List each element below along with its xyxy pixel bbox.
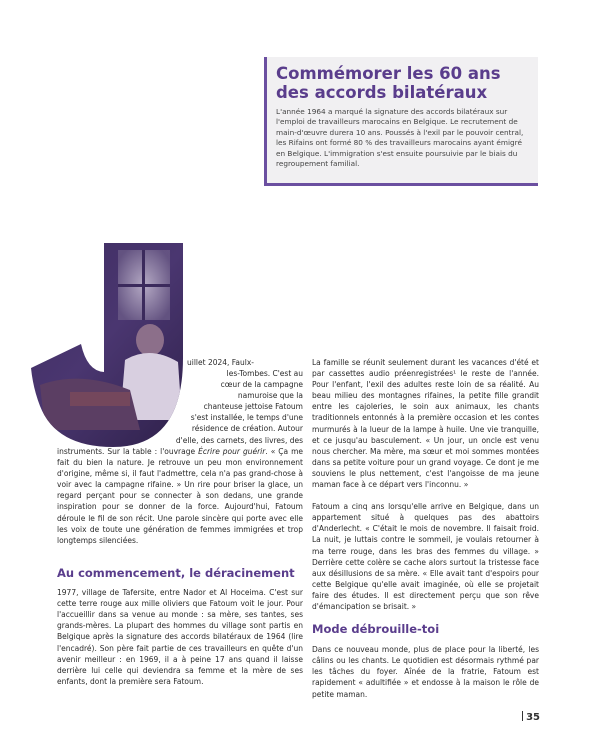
intro-line: namuroise que la <box>237 391 303 401</box>
box-title-line2: des accords bilatéraux <box>276 83 488 102</box>
intro-text: instruments. Sur la table : l'ouvrage <box>57 447 199 456</box>
book-title: Écrire pour guérir <box>198 447 266 456</box>
right-paragraph-2: Fatoum a cinq ans lorsqu'elle arrive en Belgique, dans un appartement situé à quelques pas des abattoirs d'Anderlecht. « C'était le mois de novembre. Il faisait froid. La nuit, je luttais contre le sommeil, je voulais retourner à ma terre rouge, dans les bras des femmes du village. » Derrière cette colère se cache alors surtout la tristesse face aux désillusions de sa mère. « Elle avait tant d'espoirs pour cette Belgique qu'elle avait imaginée, où elle se projetait faire des études. Il est directement perçu que son rêve d'émancipation se brisait. » <box>312 502 539 611</box>
intro-line: cœur de la campagne <box>220 380 303 390</box>
intro-line: les-Tombes. C'est au <box>226 369 303 378</box>
intro-wrap-wide <box>140 435 303 446</box>
right-paragraph-3: Dans ce nouveau monde, plus de place pour la liberté, les câlins ou les chants. Le quotidien est désormais rythmé par les tâches du foyer. Aînée de la fratrie, Fatoum est rapidement « adultifiée » et endosse à la maison le rôle de petite maman. <box>312 645 539 699</box>
section1-body: 1977, village de Tafersite, entre Nador et Al Hoceima. C'est sur cette terre rouge aux mille oliviers que Fatoum voit le jour. Pour l'accueillir dans sa venue au monde : sa mère, ses tantes, ses grands-mères. La plupart des hommes du village sont partis en Belgique après la signature des accords bilatéraux de 1964 (lire l'encadré). Son père fait partie de ces travailleurs en quête d'un avenir meilleur : en 1969, il a à peine 17 ans quand il laisse derrière lui celle qui deviendra sa femme et la mère de ses enfants, dont la première sera Fatoum. <box>57 588 303 686</box>
intro-text: . « Ça me fait du bien la nature. Je retrouve un peu mon environnement d'origine, même si, il faut l'admettre, cela n'a pas grand-chose à voir avec la campagne rifaine. » Un rire pour briser la glace, un regard perçant pour se connecter à son dedans, une grande inspiration pour se donner de la force. Aujourd'hui, Fatoum déroule le fil de son récit. Une parole sincère qui porte avec elle les voix de toute une génération de femmes immigrées et trop longtemps silenciées. <box>57 447 303 545</box>
intro-line: chanteuse jettoise Fatoum <box>203 402 303 412</box>
page-number-bar <box>522 711 523 721</box>
section1 <box>57 568 303 687</box>
intro-line: résidence de création. Autour <box>191 424 303 434</box>
intro-rest <box>57 446 303 546</box>
right-paragraph-1: La famille se réunit seulement durant les vacances d'été et par cassettes audio préenregistrées¹ le reste de l'année. Pour l'enfant, l'exil des adultes reste loin de sa réalité. Au beau milieu des montagnes rifaines, la petite fille grandit entre les cajoleries, le soin aux animaux, les chants traditionnels entonnés à la première occasion et les contes murmurés à la lueur de la lampe à huile. Une vie tranquille, et ce jusqu'au basculement. « Un jour, un oncle est venu nous chercher. Ma mère, ma sœur et moi sommes montées dans sa petite voiture pour un grand voyage. Ce dont je me souviens le plus nettement, c'est l'angoisse de ma jeune maman face à ce départ vers l'inconnu. » <box>312 358 539 490</box>
box-body: L'année 1964 a marqué la signature des accords bilatéraux sur l'emploi de travailleurs marocains en Belgique. Le recrutement de main-d'œuvre durera 10 ans. Poussés à l'exil par le pouvoir central, les Rifains ont formé 80 % des travailleurs marocains ayant émigré en Belgique. L'immigration s'est ensuite poursuivie par le biais du regroupement familial. <box>276 107 524 169</box>
page-number-text: 35 <box>526 712 540 723</box>
intro-line: uillet 2024, Faulx- <box>187 358 255 367</box>
box-title-line1: Commémorer les 60 ans <box>276 64 501 83</box>
intro-line: s'est installée, le temps d'une <box>190 413 303 423</box>
intro-wrap <box>180 368 303 435</box>
right-column <box>312 357 539 700</box>
section2-heading: Mode débrouille-toi <box>312 622 440 637</box>
intro-line: d'elle, des carnets, des livres, des <box>175 436 303 445</box>
intro-paragraph <box>187 357 303 368</box>
page-number <box>522 711 540 723</box>
section1-heading: Au commencement, le déracinement <box>57 566 295 580</box>
